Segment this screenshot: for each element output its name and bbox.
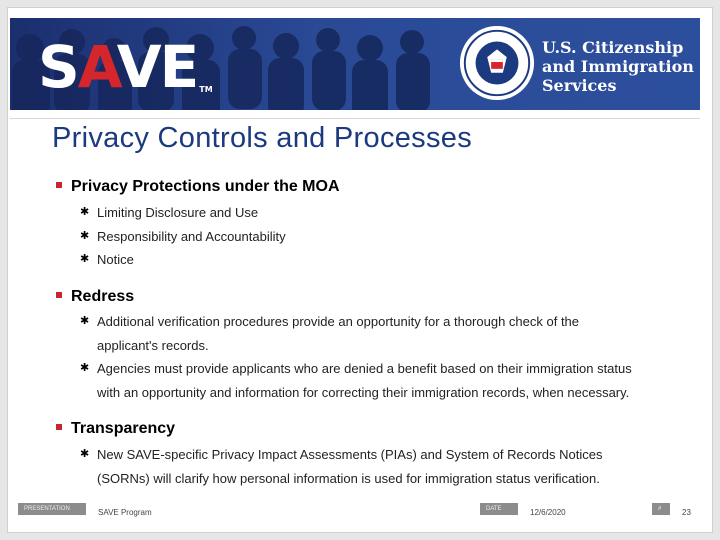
footer-presentation-label: PRESENTATION	[18, 503, 86, 515]
asterisk-bullet-icon: ✱	[80, 253, 90, 265]
section-heading: Transparency	[56, 420, 175, 438]
list-item: ✱ Additional verification procedures provide an opportunity for a thorough check of the applicant's records.	[80, 310, 680, 357]
asterisk-bullet-icon: ✱	[80, 448, 90, 460]
dhs-seal-icon	[458, 24, 536, 102]
asterisk-bullet-icon: ✱	[80, 206, 90, 218]
square-bullet-icon	[56, 292, 62, 298]
footer-date-label: DATE	[480, 503, 518, 515]
section-heading: Privacy Protections under the MOA	[56, 178, 340, 196]
header-banner	[10, 18, 700, 110]
title-divider	[10, 118, 700, 119]
agency-name: U.S. Citizenship and Immigration Services	[542, 38, 694, 95]
slide-title: Privacy Controls and Processes	[52, 122, 472, 154]
asterisk-bullet-icon: ✱	[80, 362, 90, 374]
list-item: ✱ Limiting Disclosure and Use	[80, 201, 680, 225]
footer-date-value: 12/6/2020	[530, 508, 566, 517]
footer-page-label: #	[652, 503, 670, 515]
list-item: ✱ Notice	[80, 248, 680, 272]
list-item: ✱ Responsibility and Accountability	[80, 225, 680, 249]
section-heading: Redress	[56, 288, 134, 306]
asterisk-bullet-icon: ✱	[80, 315, 90, 327]
save-logo: SAVE TM	[38, 33, 213, 101]
square-bullet-icon	[56, 182, 62, 188]
page-number: 23	[682, 508, 691, 517]
list-item: ✱ New SAVE-specific Privacy Impact Assessments (PIAs) and System of Records Notices (SORNs) will clarify how personal information is used for immigration status verification.	[80, 443, 680, 490]
square-bullet-icon	[56, 424, 62, 430]
footer-presentation-value: SAVE Program	[98, 508, 152, 517]
asterisk-bullet-icon: ✱	[80, 230, 90, 242]
list-item: ✱ Agencies must provide applicants who are denied a benefit based on their immigration status with an opportunity and information for correcting their immigration records, when necessary.	[80, 357, 680, 404]
